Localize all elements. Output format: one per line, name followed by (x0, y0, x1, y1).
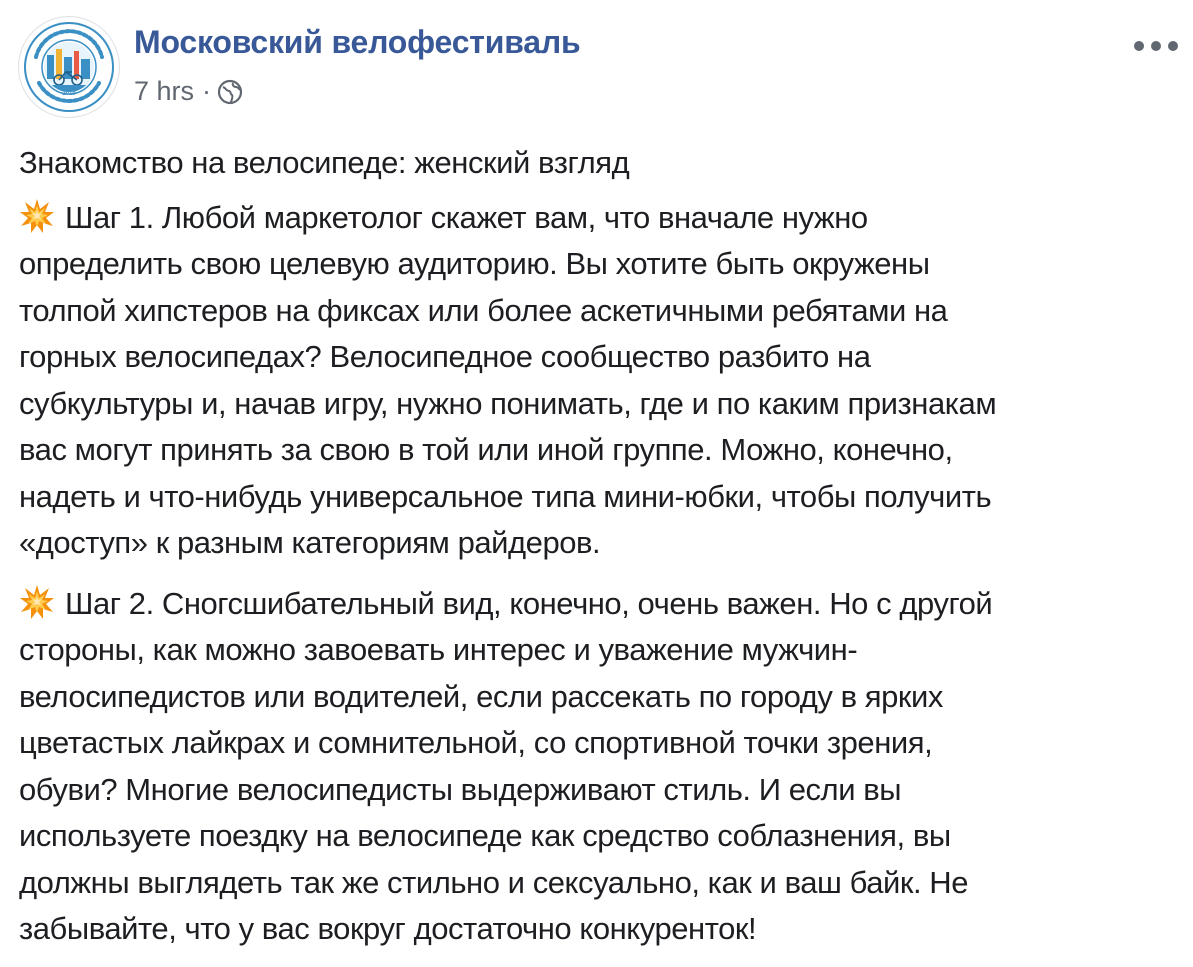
paragraph-line: определить свою целевую аудиторию. Вы хотите быть окружены (19, 246, 930, 281)
paragraph-line: надеть и что-нибудь универсальное типа мини-юбки, чтобы получить (19, 478, 992, 514)
paragraph-line: должны выглядеть так же стильно и сексуально, как и ваш байк. Не (19, 864, 969, 900)
globe-icon[interactable] (217, 79, 243, 105)
page-name-link[interactable]: Московский велофестиваль (134, 24, 581, 60)
paragraph-line: толпой хипстеров на фиксах или более аскетичными ребятами на (19, 292, 948, 328)
paragraph-line: велосипедистов или водителей, если рассекать по городу в ярких (19, 678, 943, 714)
avatar-year: 2019 (62, 91, 76, 97)
meta-separator: · (202, 76, 212, 106)
avatar[interactable] (18, 16, 120, 118)
collision-emoji-icon (19, 198, 55, 234)
paragraph-line: субкультуры и, начав игру, нужно понимать, где и по каким признакам (19, 385, 997, 421)
paragraph-line: используете поездку на велосипеде как средство соблазнения, вы (19, 818, 951, 853)
paragraph-line: Шаг 1. Любой маркетолог скажет вам, что вначале нужно (19, 195, 1179, 242)
post-timestamp[interactable]: 7 hrs (134, 76, 195, 106)
collision-emoji-icon (19, 584, 55, 620)
more-horizontal-icon (1134, 41, 1144, 51)
paragraph-line: вас могут принять за свою в той или иной группе. Можно, конечно, (19, 432, 953, 467)
post-content (19, 140, 1179, 967)
more-options-button[interactable] (1134, 34, 1178, 58)
paragraph-line: Шаг 2. Сногсшибательный вид, конечно, очень важен. Но с другой (19, 581, 1179, 628)
post-meta (134, 76, 243, 107)
post-header (18, 16, 1178, 116)
post-paragraph-2 (19, 581, 1179, 953)
paragraph-line: забывайте, что у вас вокруг достаточно конкуренток! (19, 911, 757, 946)
post-title: Знакомство на велосипеде: женский взгляд (19, 145, 630, 180)
paragraph-line: «доступ» к разным категориям райдеров. (19, 525, 601, 560)
paragraph-line: обуви? Многие велосипедисты выдерживают стиль. И если вы (19, 771, 902, 807)
post-paragraph-1 (19, 195, 1179, 567)
paragraph-line: горных велосипедах? Велосипедное сообщество разбито на (19, 339, 871, 374)
paragraph-line: стороны, как можно завоевать интерес и уважение мужчин- (19, 632, 858, 667)
paragraph-line: цветастых лайкрах и сомнительной, со спортивной точки зрения, (19, 725, 933, 760)
velofestival-logo-icon (19, 17, 119, 117)
